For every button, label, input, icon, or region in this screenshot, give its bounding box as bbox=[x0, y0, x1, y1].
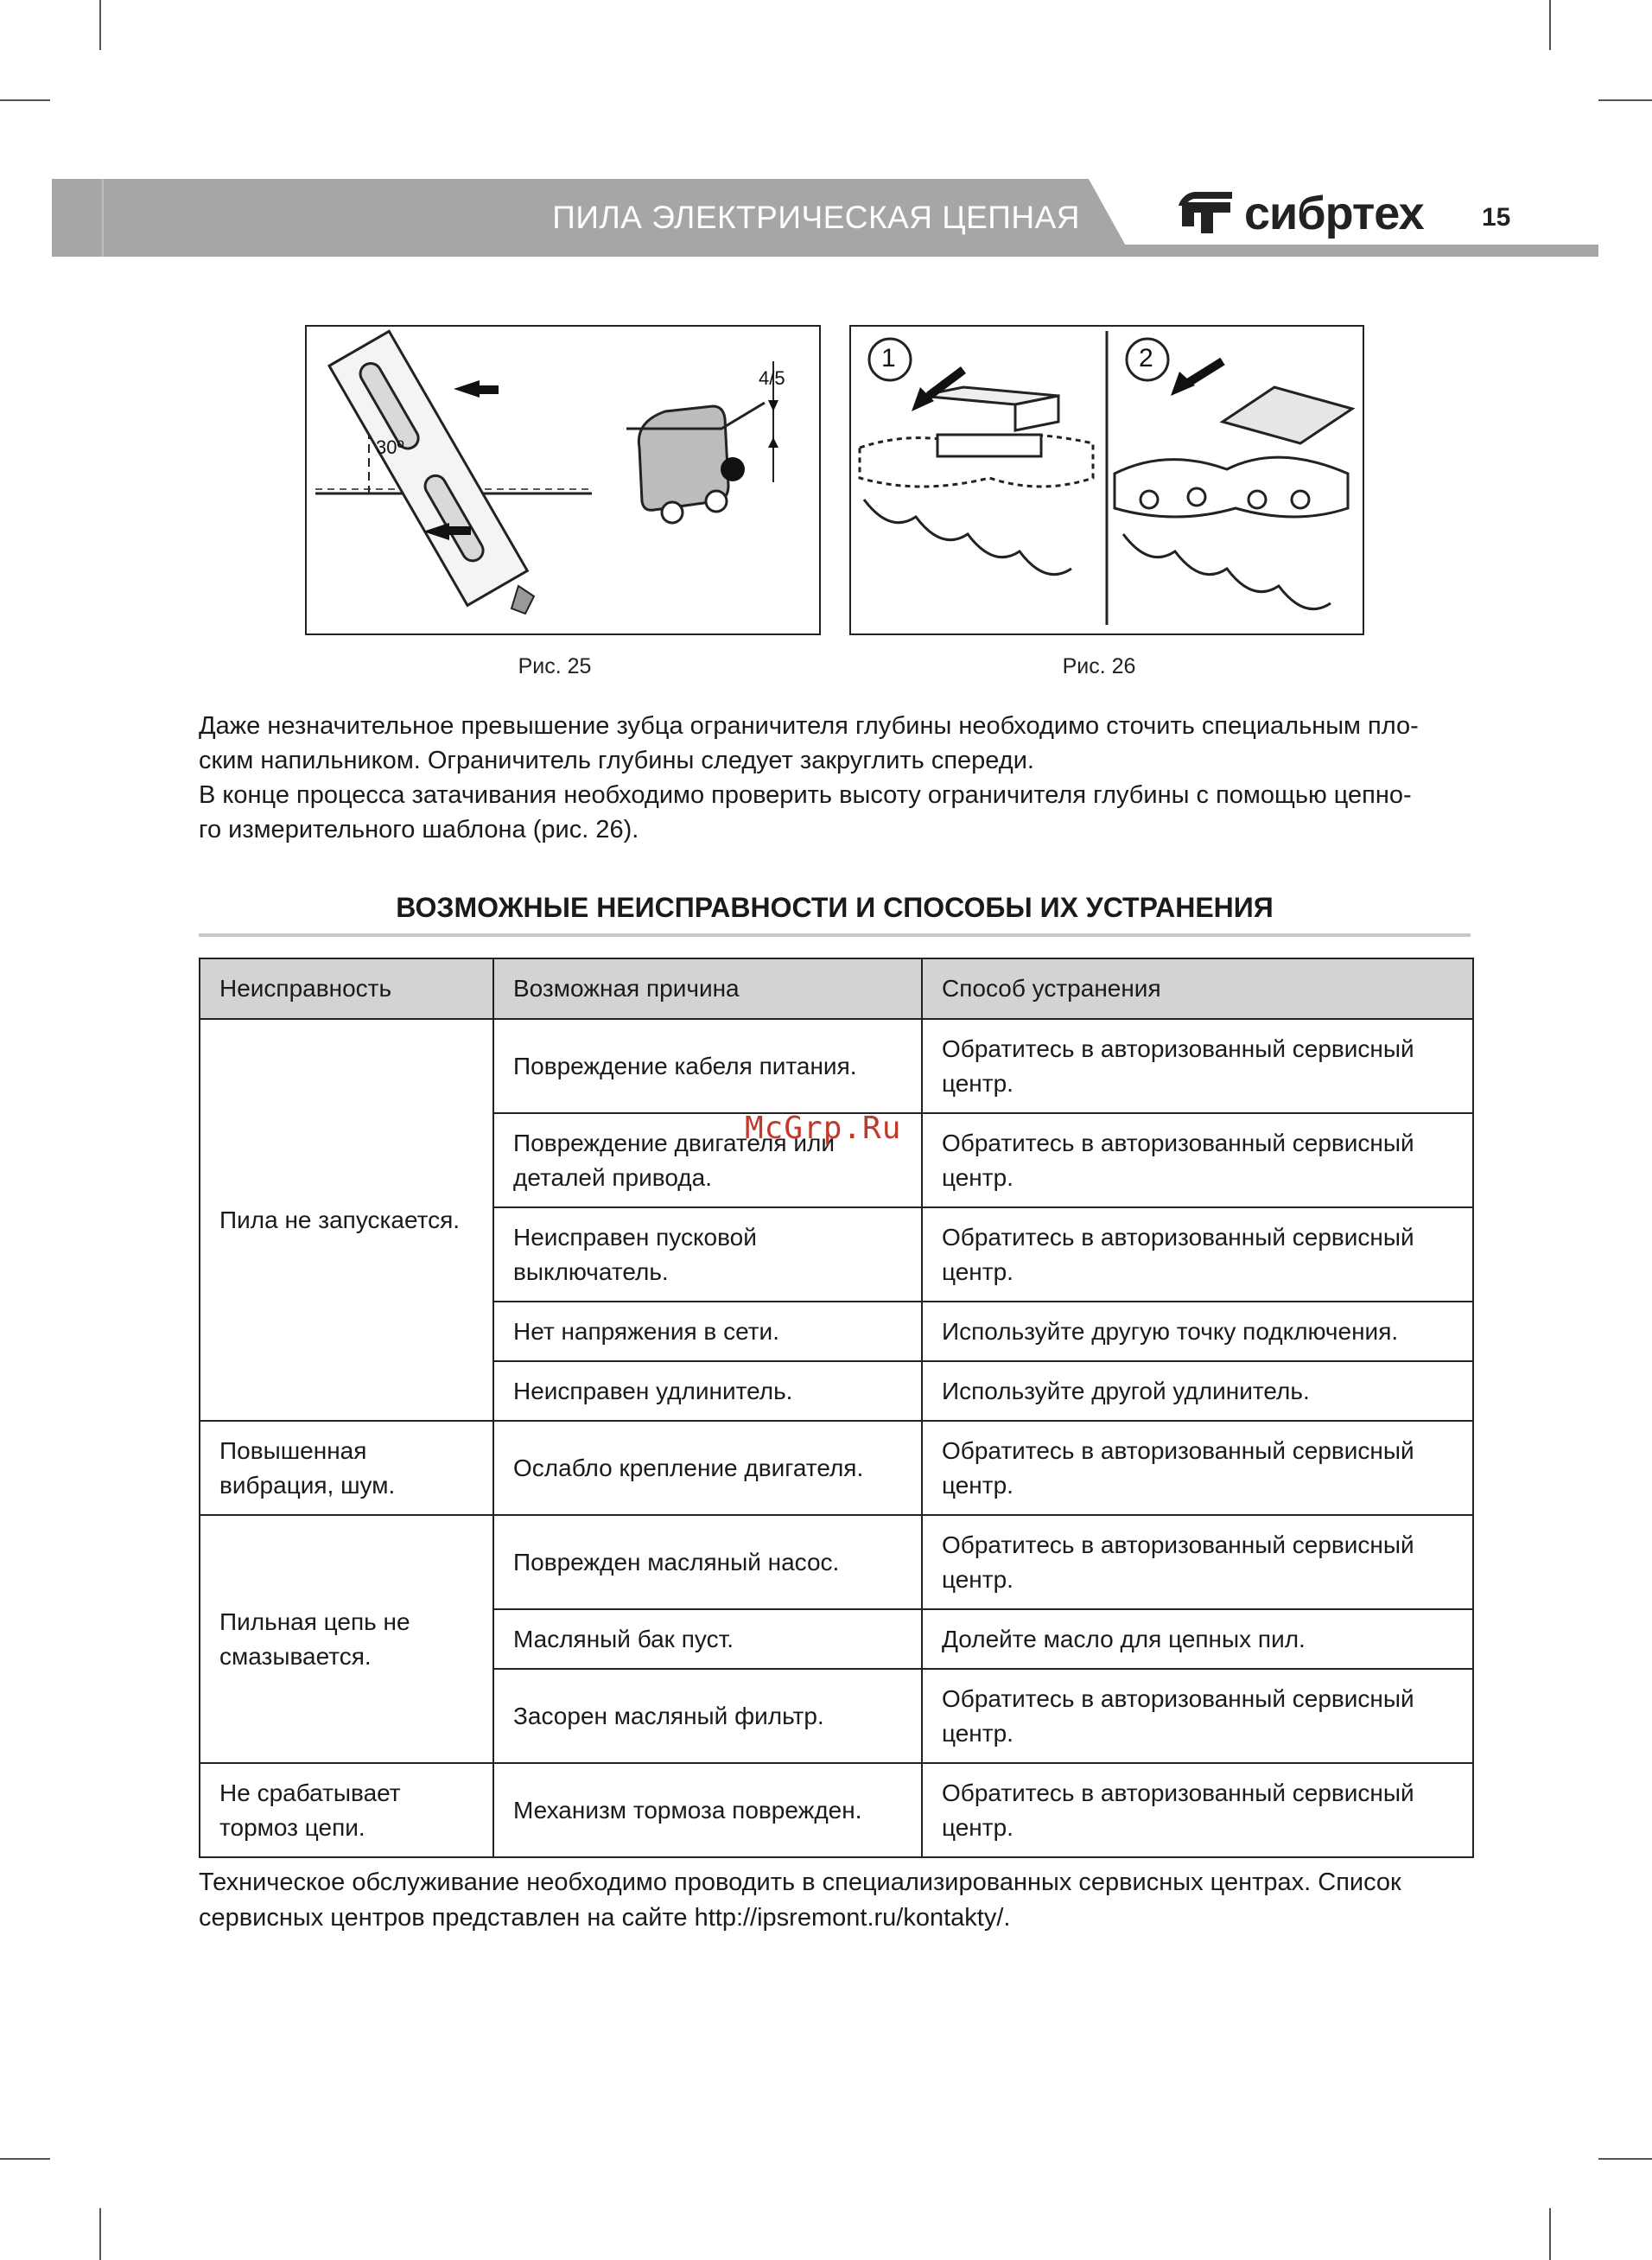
header-underline bbox=[52, 245, 1598, 257]
step-1-label: 1 bbox=[881, 344, 896, 372]
crop-mark bbox=[1549, 2208, 1551, 2260]
intro-line: го измерительного шаблона (рис. 26). bbox=[199, 816, 639, 844]
cause-cell: Повреждение двигателя или деталей привода. bbox=[493, 1113, 922, 1207]
crop-mark bbox=[0, 2158, 50, 2160]
fault-cell: Пильная цепь не смазывается. bbox=[200, 1515, 493, 1763]
remedy-cell: Используйте другой удлинитель. bbox=[922, 1361, 1473, 1421]
brand-name: сибртех bbox=[1244, 188, 1424, 239]
angle-label: 30º bbox=[376, 436, 404, 458]
figure-25 bbox=[305, 325, 821, 635]
intro-line: ским напильником. Ограничитель глубины следует закруглить спереди. bbox=[199, 747, 1034, 774]
cause-cell: Засорен масляный фильтр. bbox=[493, 1669, 922, 1763]
cause-cell: Повреждение кабеля питания. bbox=[493, 1019, 922, 1113]
remedy-cell: Обратитесь в авторизованный сервисный центр. bbox=[922, 1019, 1473, 1113]
remedy-cell: Обратитесь в авторизованный сервисный центр. bbox=[922, 1669, 1473, 1763]
crop-mark bbox=[0, 99, 50, 101]
watermark-link[interactable]: McGrp.Ru bbox=[745, 1111, 902, 1146]
file-sharpening-illustration bbox=[307, 327, 819, 633]
figure-26-caption: Рис. 26 bbox=[1062, 654, 1136, 678]
document-title: ПИЛА ЭЛЕКТРИЧЕСКАЯ ЦЕПНАЯ bbox=[552, 200, 1080, 235]
remedy-cell: Обратитесь в авторизованный сервисный центр. bbox=[922, 1113, 1473, 1207]
crop-mark bbox=[99, 2208, 101, 2260]
brand-logo-icon bbox=[1175, 183, 1244, 244]
fault-cell: Не срабатывает тормоз цепи. bbox=[200, 1763, 493, 1857]
remedy-cell: Долейте масло для цепных пил. bbox=[922, 1609, 1473, 1669]
remedy-cell: Обратитесь в авторизованный сервисный центр. bbox=[922, 1207, 1473, 1302]
header-remedy: Способ устранения bbox=[922, 958, 1473, 1019]
cause-cell: Неисправен удлинитель. bbox=[493, 1361, 922, 1421]
table-row bbox=[200, 1019, 1473, 1113]
crop-mark bbox=[99, 0, 101, 50]
fault-cell: Повышенная вибрация, шум. bbox=[200, 1421, 493, 1515]
intro-line: Даже незначительное превышение зубца ограничителя глубины необходимо сточить специальным пло- bbox=[199, 712, 1419, 740]
table-row bbox=[200, 1763, 1473, 1857]
crop-mark bbox=[1598, 2158, 1652, 2160]
cause-cell: Масляный бак пуст. bbox=[493, 1609, 922, 1669]
step-2-label: 2 bbox=[1139, 344, 1153, 372]
remedy-cell: Обратитесь в авторизованный сервисный центр. bbox=[922, 1763, 1473, 1857]
table-row bbox=[200, 1515, 1473, 1609]
header-cause: Возможная причина bbox=[493, 958, 922, 1019]
remedy-cell: Используйте другую точку подключения. bbox=[922, 1302, 1473, 1361]
crop-mark bbox=[1598, 99, 1652, 101]
figure-25-caption: Рис. 25 bbox=[518, 654, 592, 678]
section-rule bbox=[199, 933, 1471, 937]
figure-26 bbox=[849, 325, 1364, 635]
crop-mark bbox=[1549, 0, 1551, 50]
depth-gauge-illustration bbox=[851, 327, 1363, 633]
section-title: ВОЗМОЖНЫЕ НЕИСПРАВНОСТИ И СПОСОБЫ ИХ УСТРАНЕНИЯ bbox=[396, 892, 1274, 923]
header-fault: Неисправность bbox=[200, 958, 493, 1019]
cause-cell: Поврежден масляный насос. bbox=[493, 1515, 922, 1609]
faults-table bbox=[199, 958, 1474, 1858]
intro-line: В конце процесса затачивания необходимо проверить высоту ограничителя глубины с помощью цепно- bbox=[199, 781, 1412, 809]
intro-paragraph bbox=[199, 709, 1473, 847]
ratio-label: 4/5 bbox=[759, 367, 785, 389]
cause-cell: Нет напряжения в сети. bbox=[493, 1302, 922, 1361]
table-header-row bbox=[200, 958, 1473, 1019]
table-row bbox=[200, 1421, 1473, 1515]
remedy-cell: Обратитесь в авторизованный сервисный центр. bbox=[922, 1515, 1473, 1609]
fault-cell: Пила не запускается. bbox=[200, 1019, 493, 1421]
header-tab-divider bbox=[52, 179, 104, 257]
cause-cell: Неисправен пусковой выключатель. bbox=[493, 1207, 922, 1302]
cause-cell: Механизм тормоза поврежден. bbox=[493, 1763, 922, 1857]
remedy-cell: Обратитесь в авторизованный сервисный центр. bbox=[922, 1421, 1473, 1515]
page-number: 15 bbox=[1482, 203, 1511, 232]
footer-note: Техническое обслуживание необходимо проводить в специализированных сервисных центрах. Список сервисных центров представлен на сайте http://ipsremont.ru/kontakty/. bbox=[199, 1868, 1401, 1932]
cause-cell: Ослабло крепление двигателя. bbox=[493, 1421, 922, 1515]
